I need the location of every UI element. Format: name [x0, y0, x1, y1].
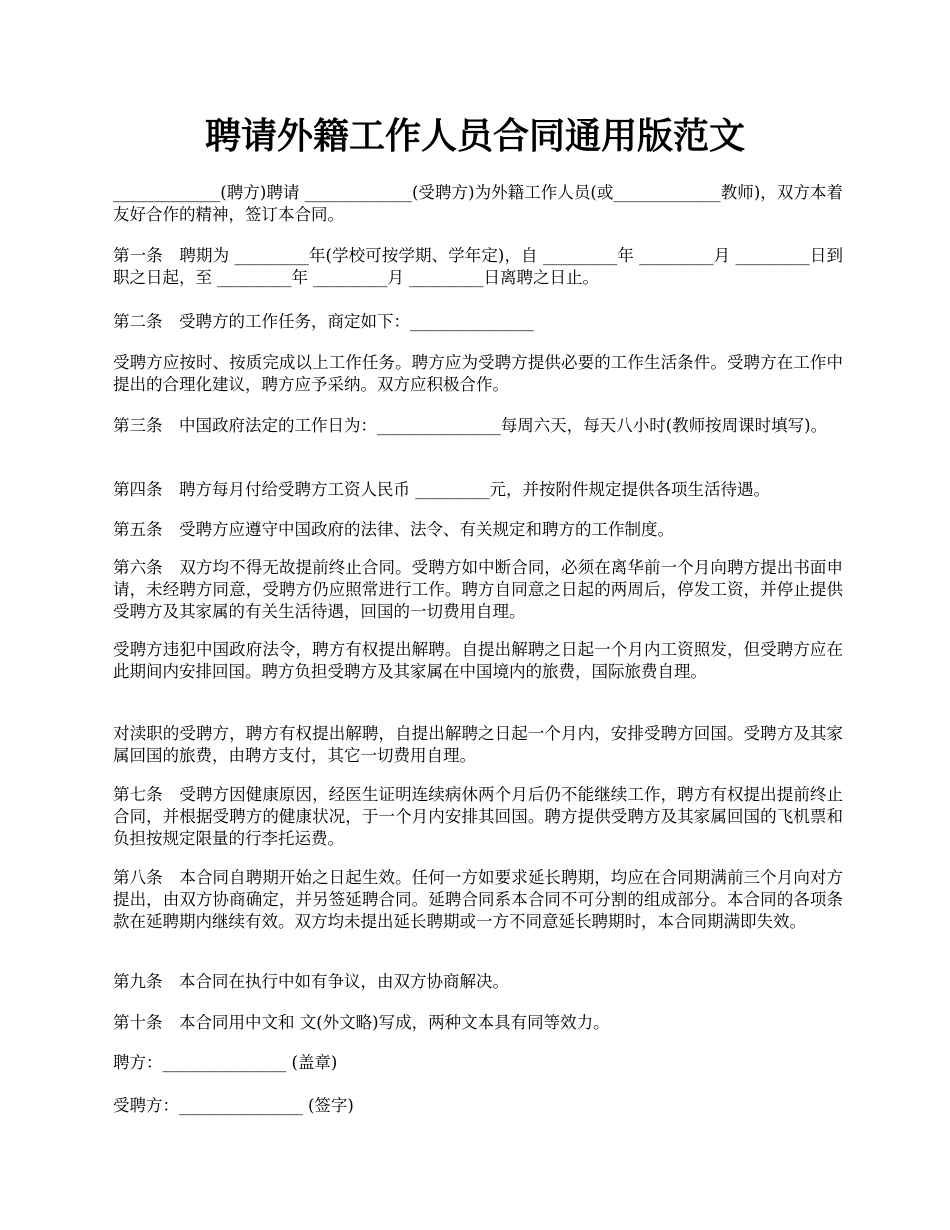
paragraph-article-6-dereliction: 对渎职的受聘方，聘方有权提出解聘，自提出解聘之日起一个月内，安排受聘方回国。受聘方及其家属回国的旅费，由聘方支付，其它一切费用自理。 [113, 724, 843, 765]
paragraph-article-1: 第一条 聘期为 _________年(学校可按学期、学年定)，自 _________年 _________月 _________日到职之日起，至 _________年 _________月 _________日离聘之日止。 [113, 246, 843, 287]
paragraph-article-8: 第八条 本合同自聘期开始之日起生效。任何一方如要求延长聘期，均应在合同期满前三个月向对方提出，由双方协商确定，并另签延聘合同。延聘合同系本合同不可分割的组成部分。本合同的各项条款在延聘期内继续有效。双方均未提出延长聘期或一方不同意延长聘期时，本合同期满即失效。 [113, 868, 843, 931]
paragraph-article-2-detail: 受聘方应按时、按质完成以上工作任务。聘方应为受聘方提供必要的工作生活条件。受聘方在工作中提出的合理化建议，聘方应予采纳。双方应积极合作。 [113, 353, 843, 394]
paragraph-article-5: 第五条 受聘方应遵守中国政府的法律、法令、有关规定和聘方的工作制度。 [113, 520, 674, 539]
paragraph-article-9: 第九条 本合同在执行中如有争议，由双方协商解决。 [113, 972, 509, 991]
paragraph-article-2: 第二条 受聘方的工作任务，商定如下：_______________ [113, 312, 534, 331]
paragraph-article-6-violation: 受聘方违犯中国政府法令，聘方有权提出解聘。自提出解聘之日起一个月内工资照发，但受聘方应在此期间内安排回国。聘方负担受聘方及其家属在中国境内的旅费，国际旅费自理。 [113, 640, 843, 681]
document-title: 聘请外籍工作人员合同通用版范文 [204, 115, 745, 157]
paragraph-article-6: 第六条 双方均不得无故提前终止合同。受聘方如中断合同，必须在离华前一个月向聘方提出书面申请，未经聘方同意，受聘方仍应照常进行工作。聘方自同意之日起的两周后，停发工资，并停止提供受聘方及其家属的有关生活待遇，回国的一切费用自理。 [113, 558, 843, 621]
paragraph-article-4: 第四条 聘方每月付给受聘方工资人民币 _________元，并按附件规定提供各项生活待遇。 [113, 480, 770, 499]
paragraph-intro: _____________(聘方)聘请 _____________(受聘方)为外籍工作人员(或_____________教师)，双方本着友好合作的精神，签订本合同。 [113, 183, 843, 224]
signature-employer: 聘方：_______________ (盖章) [113, 1053, 338, 1072]
paragraph-article-7: 第七条 受聘方因健康原因，经医生证明连续病休两个月后仍不能继续工作，聘方有权提出提前终止合同，并根据受聘方的健康状况，于一个月内安排其回国。聘方提供受聘方及其家属回国的飞机票和负担按规定限量的行李托运费。 [113, 785, 843, 848]
paragraph-article-3: 第三条 中国政府法定的工作日为：_______________每周六天，每天八小时(教师按周课时填写)。 [113, 416, 828, 435]
paragraph-article-10: 第十条 本合同用中文和 文(外文略)写成，两种文本具有同等效力。 [113, 1013, 610, 1032]
signature-employee: 受聘方：_______________ (签字) [113, 1096, 354, 1115]
